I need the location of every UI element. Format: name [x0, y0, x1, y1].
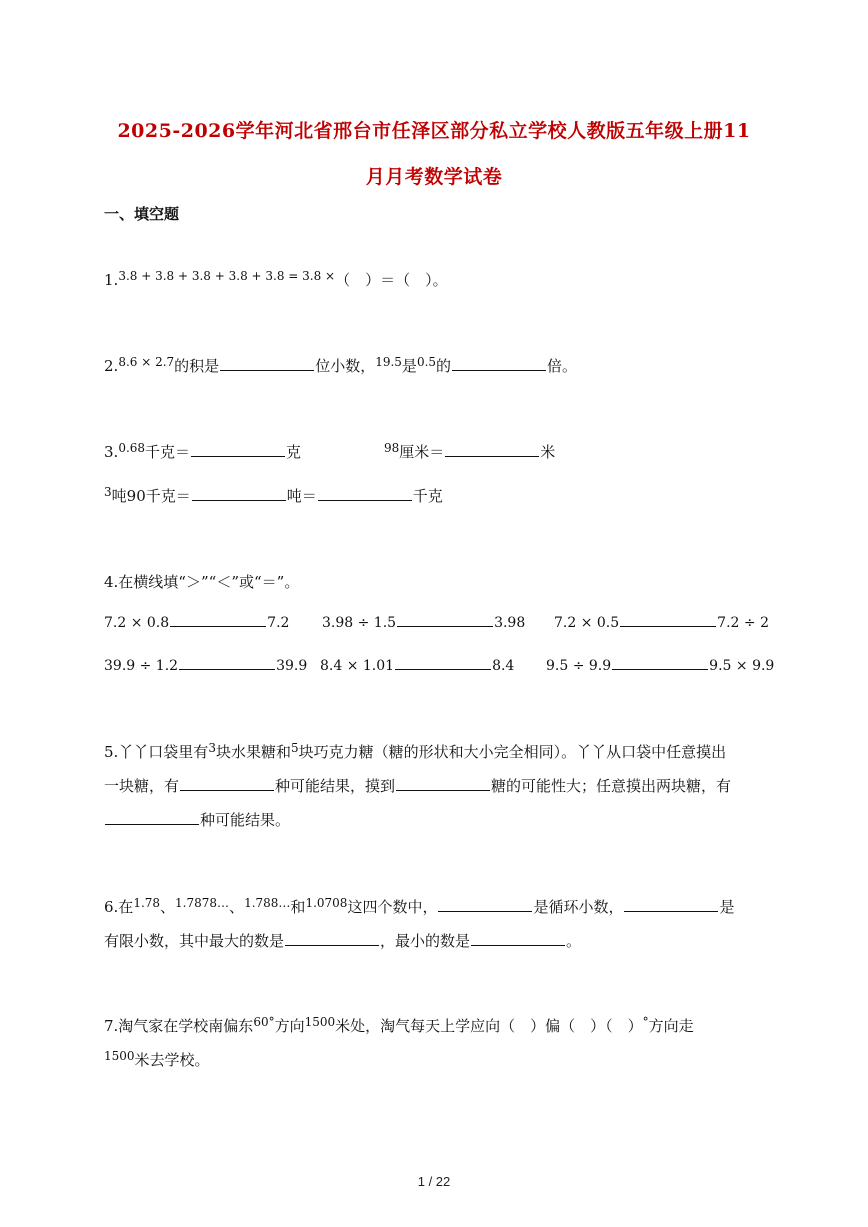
q5-text: 种可能结果，摸到 [275, 777, 396, 795]
exam-title-line-1: 2025-2026学年河北省邢台市任泽区部分私立学校人教版五年级上册11 [117, 120, 751, 142]
compare-left: 8.4 × 1.01 [320, 658, 395, 674]
question-3-row-1b [384, 442, 555, 463]
compare-left: 7.2 × 0.5 [554, 615, 620, 631]
question-7-line-1 [104, 1016, 694, 1037]
q7-text: 方向 [274, 1017, 305, 1035]
answer-blank[interactable] [452, 356, 546, 371]
q3-unit: 千克 [412, 487, 443, 505]
q2-text: 倍。 [547, 357, 578, 375]
answer-blank[interactable] [396, 776, 490, 791]
answer-blank[interactable] [438, 897, 532, 912]
q2-number: 2. [104, 357, 119, 375]
q7-text: 米处，淘气每天上学应向（ ）偏（ ）（ ） [335, 1017, 643, 1035]
compare-left: 7.2 × 0.8 [104, 615, 170, 631]
q3-value: 98 [384, 441, 400, 455]
answer-blank[interactable] [179, 655, 275, 670]
q6-value: 1.7878… [175, 896, 230, 910]
q1-number: 1. [104, 271, 119, 289]
q3-value: 3 [104, 485, 112, 499]
q1-math: 3.8 + 3.8 + 3.8 + 3.8 + 3.8 = 3.8 × [118, 269, 336, 283]
q6-text: 是 [719, 898, 735, 916]
compare-right: 9.5 × 9.9 [709, 658, 775, 674]
answer-blank[interactable] [395, 655, 491, 670]
q7-value: 1500 [304, 1015, 336, 1029]
q6-text: 是循环小数， [533, 898, 624, 916]
q3-unit: 米 [540, 443, 556, 461]
question-5-line-2 [104, 776, 731, 796]
compare-item [320, 655, 514, 674]
answer-blank[interactable] [220, 356, 314, 371]
question-5-line-1 [104, 742, 726, 763]
answer-blank[interactable] [105, 810, 199, 825]
degree-symbol: ° [642, 1015, 649, 1029]
q6-text: 这四个数中， [347, 898, 438, 916]
q3-text: 千克＝ [145, 487, 191, 505]
q2-number-value: 19.5 [375, 355, 402, 369]
question-3-row-1 [104, 442, 301, 463]
q2-text: 是 [401, 357, 417, 375]
answer-blank[interactable] [445, 442, 539, 457]
q3-unit: 克 [286, 443, 302, 461]
q6-value: 1.0708 [305, 896, 348, 910]
question-7-line-2 [104, 1050, 210, 1071]
compare-left: 39.9 ÷ 1.2 [104, 658, 179, 674]
q5-text: 种可能结果。 [200, 811, 291, 829]
question-1 [104, 270, 448, 291]
compare-left: 9.5 ÷ 9.9 [546, 658, 612, 674]
question-4: 4.在横线填“＞”“＜”或“＝”。 [104, 573, 300, 591]
compare-item [322, 612, 525, 631]
compare-right: 7.2 [267, 615, 290, 631]
question-5-line-3 [104, 810, 290, 830]
q5-text: 块巧克力糖（糖的形状和大小完全相同）。丫丫从口袋中任意摸出 [298, 743, 727, 761]
answer-blank[interactable] [318, 486, 412, 501]
compare-right: 8.4 [492, 658, 515, 674]
q7-text: 方向走 [648, 1017, 694, 1035]
q5-value: 5 [290, 741, 299, 755]
q2-text: 位小数， [315, 357, 376, 375]
answer-blank[interactable] [620, 612, 716, 627]
q6-text: 。 [566, 932, 582, 950]
compare-item [104, 655, 307, 674]
q2-text: 的 [436, 357, 452, 375]
q6-text: ，最小的数是 [380, 932, 471, 950]
answer-blank[interactable] [191, 442, 285, 457]
answer-blank[interactable] [285, 931, 379, 946]
q5-text: 5.丫丫口袋里有 [104, 743, 209, 761]
q3-text: 厘米＝ [399, 443, 445, 461]
answer-blank[interactable] [192, 486, 286, 501]
compare-right: 7.2 ÷ 2 [717, 615, 769, 631]
q7-value: 1500 [104, 1049, 135, 1063]
exam-title-line-2: 月月考数学试卷 [365, 166, 503, 188]
q6-text: 6.在 [104, 898, 134, 916]
question-3-row-2 [104, 486, 443, 507]
q5-text: 块水果糖和 [215, 743, 291, 761]
section-heading: 一、填空题 [104, 205, 180, 223]
q6-text: 、 [229, 898, 245, 916]
compare-left: 3.98 ÷ 1.5 [322, 615, 397, 631]
q3-text: 吨＝ [286, 487, 317, 505]
question-6-line-1 [104, 897, 734, 918]
degree-symbol: ° [268, 1015, 275, 1029]
answer-blank[interactable] [397, 612, 493, 627]
q3-text: 吨 [111, 487, 127, 505]
q7-value: 60 [253, 1015, 269, 1029]
q7-text: 7.淘气家在学校南偏东 [104, 1017, 254, 1035]
q6-text: 有限小数，其中最大的数是 [104, 932, 285, 950]
q3-value: 0.68 [118, 441, 146, 455]
answer-blank[interactable] [612, 655, 708, 670]
q6-value: 1.78 [133, 896, 161, 910]
q6-text: 、 [160, 898, 176, 916]
answer-blank[interactable] [170, 612, 266, 627]
answer-blank[interactable] [624, 897, 718, 912]
q7-text: 米去学校。 [134, 1051, 210, 1069]
q2-number-value: 0.5 [416, 355, 437, 369]
compare-right: 39.9 [276, 658, 308, 674]
compare-right: 3.98 [494, 615, 526, 631]
q2-expression: 8.6 × 2.7 [118, 355, 175, 369]
compare-item [554, 612, 769, 631]
q5-value: 3 [208, 741, 216, 755]
q5-text: 糖的可能性大；任意摸出两块糖，有 [491, 777, 732, 795]
answer-blank[interactable] [471, 931, 565, 946]
compare-item [104, 612, 289, 631]
q3-value: 90 [126, 487, 146, 505]
page-number: 1 / 22 [417, 1174, 451, 1189]
q3-text: 千克＝ [145, 443, 191, 461]
question-6-line-2 [104, 931, 581, 951]
compare-item [546, 655, 774, 674]
question-2 [104, 356, 577, 377]
q3-number: 3. [104, 443, 119, 461]
answer-blank[interactable] [180, 776, 274, 791]
q2-text: 的积是 [174, 357, 220, 375]
q6-value: 1.788… [244, 896, 291, 910]
q1-rest: （ ）＝（ ）。 [335, 271, 448, 289]
q6-text: 和 [290, 898, 306, 916]
q5-text: 一块糖，有 [104, 777, 180, 795]
